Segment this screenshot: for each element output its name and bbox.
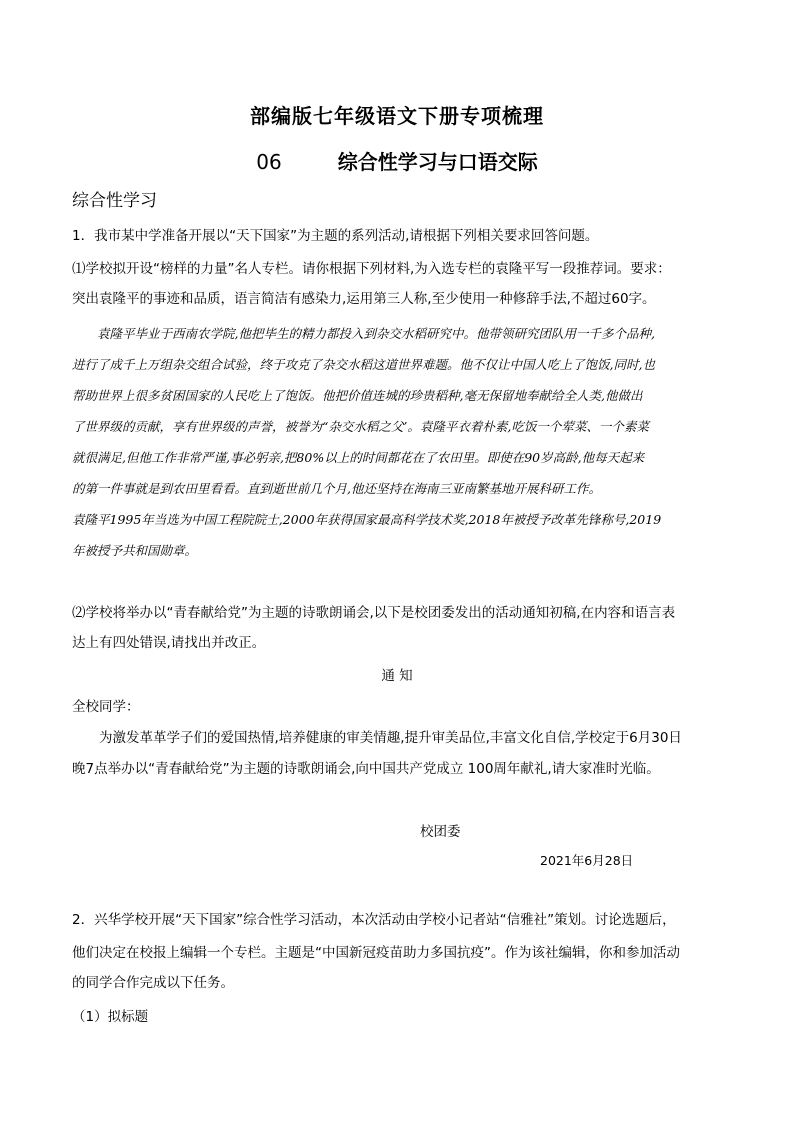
page-title: 部编版七年级语文下册专项梳理 xyxy=(250,104,544,128)
notice-date: 2021年6月28日 xyxy=(540,853,634,868)
notice-body-line1: 为激发革革学子们的爱国热情,培养健康的审美情趣,提升审美品位,丰富文化自信,学校定于6月30日 xyxy=(72,730,682,746)
q2-line1: 2．兴华学校开展“天下国家”综合性学习活动，本次活动由学校小记者站“信雅社”策划。讨论选题后， xyxy=(72,912,676,928)
material-line-3: 帮助世界上很多贫困国家的人民吃上了饱饭。他把价值连城的珍贵稻种,毫无保留地奉献给全人类,他做出 xyxy=(72,388,643,403)
q1-intro: 1．我市某中学准备开展以“天下国家”为主题的系列活动,请根据下列相关要求回答问题。 xyxy=(72,228,599,244)
material-line-4: 了世界级的贡献，享有世界级的声誉，被誉为“杂交水稻之父’。袁隆平衣着朴素,吃饭一个荤菜、一个素菜 xyxy=(72,419,649,434)
q2-line2: 他们决定在校报上编辑一个专栏。主题是“中国新冠疫苗助力多国抗疫”。作为该社编辑，你和参加活动 xyxy=(72,945,680,961)
notice-body-line2: 晚7点举办以“青春献给党”为主题的诗歌朗诵会,向中国共产党成立 100周年献礼,请大家准时光临。 xyxy=(72,761,660,777)
subtitle-text: 综合性学习与口语交际 xyxy=(337,150,538,174)
notice-title: 通 知 xyxy=(381,668,413,684)
material-line-5: 就很满足,但他工作非常严谨,事必躬亲,把80%以上的时间都花在了农田里。即使在90岁高龄,他每天起来 xyxy=(72,450,645,465)
material-line-7: 袁隆平1995年当选为中国工程院院士,2000年获得国家最高科学技术奖,2018年被授予改革先锋称号,2019 xyxy=(72,512,662,527)
q1-1-line2: 突出袁隆平的事迹和品质，语言简洁有感染力,运用第三人称,至少使用一种修辞手法,不超过60字。 xyxy=(72,291,656,307)
subtitle-number: 06 xyxy=(256,150,282,174)
q2-1: （1）拟标题 xyxy=(72,1009,149,1025)
material-line-2: 进行了成千上万组杂交组合试验，终于攻克了杂交水稻这道世界难题。他不仅让中国人吃上了饱饭,同时,也 xyxy=(72,357,655,372)
material-line-1: 袁隆平毕业于西南农学院,他把毕生的精力都投入到杂交水稻研究中。他带领研究团队用一千多个品种, xyxy=(72,326,655,341)
material-line-6: 的第一件事就是到农田里看看。直到逝世前几个月,他还坚持在海南三亚南繁基地开展科研工作。 xyxy=(72,481,601,496)
notice-greeting: 全校同学： xyxy=(72,699,140,715)
page-subtitle xyxy=(0,146,794,175)
q1-2-line1: ⑵学校将举办以“青春献给党”为主题的诗歌朗诵会,以下是校团委发出的活动通知初稿,在内容和语言表 xyxy=(72,605,676,621)
q1-2-line2: 达上有四处错误,请找出并改正。 xyxy=(72,635,266,651)
notice-signature: 校团委 xyxy=(420,824,461,840)
q1-1-line1: ⑴学校拟开设“榜样的力量”名人专栏。请你根据下列材料,为入选专栏的袁隆平写一段推荐词。要求： xyxy=(72,261,671,277)
q2-line3: 的同学合作完成以下任务。 xyxy=(72,975,234,991)
material-line-8: 年被授予共和国勋章。 xyxy=(72,543,198,558)
section-heading: 综合性学习 xyxy=(72,191,157,211)
